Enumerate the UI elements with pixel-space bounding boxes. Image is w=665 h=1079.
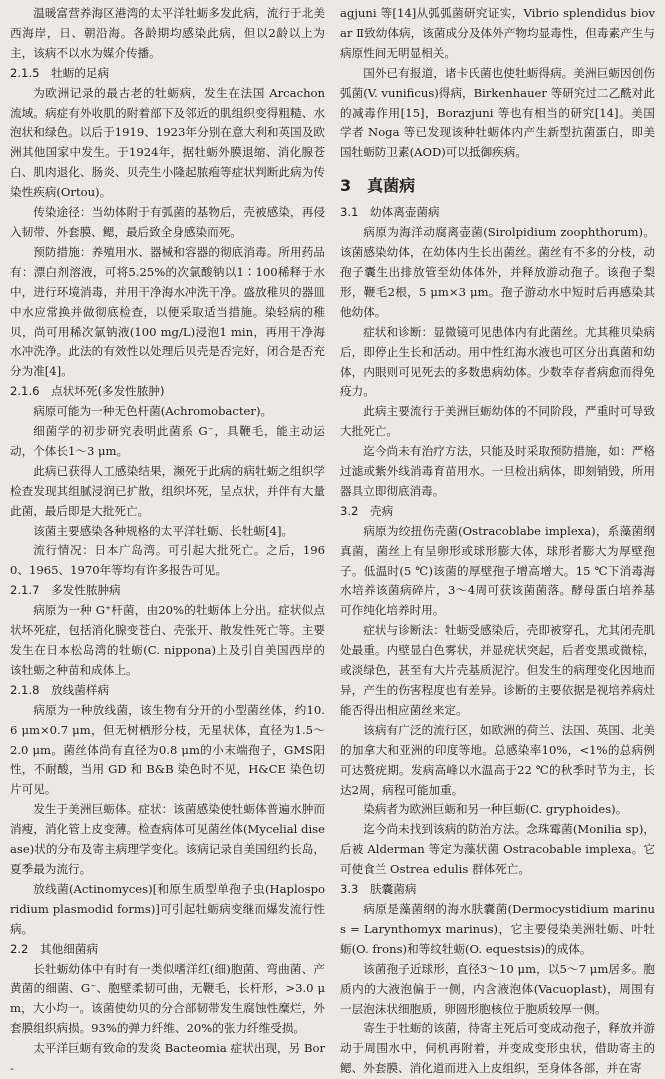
paragraph: 病原为一种放线菌，该生物有分开的小型菌丝体，约10.6 μm×0.7 μm，但无树栖形分枝，无星状体，直径为1.5～2.0 μm。菌丝体尚有直径为0.8 μm的小末端孢子，GMS阳性，不耐酸，当用 GD 和 B&B 染色时不见，H&CE 染色切片可见。 (10, 702, 325, 797)
paragraph: 国外已有报道，诸卡氏菌也使牡蛎得病。美洲巨蛎因创伤弧菌(V. vunificus)得病，Birkenhauer 等研究过二乙酰对此的减毒作用[15]，Borazjuni 等也有相当的研究[14]。美国学者 Noga 等已发现该种牡蛎体内产生新型抗菌蛋白，即美国牡蛎防卫素(AOD)可以抵御疾病。 (340, 65, 655, 160)
paragraph: agjuni 等[14]从弧弧菌研究证实，Vibrio splendidus biovar Ⅱ致幼体病，该菌成分及体外产物均显毒性，但毒素产生与病原性间无明显相关。 (340, 6, 655, 60)
paragraph: 病原可能为一种无色杆菌(Achromobacter)。 (33, 404, 273, 419)
chapter-heading-3: 3 真菌病 (340, 176, 416, 196)
paragraph: 症状与诊断法：牡蛎受感染后，壳即被穿孔，尤其闭壳肌处最重。内壁显白色雾状，并显疣状突起，后者变黑或微棕，或淡绿色，甚至有大片壳基质泥泞。但发生的病理变化因地而异，产生的伤害程度也有差异。诊断的主要依据是视培养病灶能否得出相应菌丝来定。 (340, 623, 655, 717)
paragraph: 病原为一种 G⁺杆菌，由20%的牡蛎体上分出。症状似点状坏死症，包括消化腺变苍白、壳张开、散发性死亡等。主要发生在日本松岛湾的牡蛎(C. nippona)上及引自美国西岸的该牡蛎之种苗和成体上。 (10, 603, 325, 677)
paragraph: 流行情况：日本广岛湾。可引起大批死亡。之后，1960、1965、1970年等均有许多报告可见。 (10, 543, 325, 578)
paragraph: 放线菌(Actinomyces)[和原生质型单孢子虫(Haplosporidium plasmodid forms)]可引起牡蛎病变继而爆发流行性病。 (10, 881, 325, 936)
paragraph: 迄今尚未有治疗方法，只能及时采取预防措施，如：严格过滤或紫外线消毒育苗用水。一旦检出病体，即刻销毁，所用器具立即彻底消毒。 (340, 444, 655, 498)
section-heading-3-1: 3.1 幼体离壶菌病 (340, 205, 440, 220)
paragraph: 染病者为欧洲巨蛎和另一种巨蛎(C. gryphoides)。 (363, 802, 628, 817)
paragraph: 此病主要流行于美洲巨蛎幼体的不同阶段，严重时可导致大批死亡。 (340, 404, 655, 439)
right-column (340, 4, 655, 1079)
paragraph: 病原为海洋动腐离壶菌(Sirolpidium zoophthorum)。该菌感染幼体，在幼体内生长出菌丝。菌丝有不多的分枝，动孢子囊生出排放管至幼体体外，并释放游动孢子。该孢子梨形，鞭毛2根，5 μm×3 μm。孢子游动水中短时后再感染其他幼体。 (340, 225, 655, 319)
paragraph: 发生于美洲巨蛎体。症状：该菌感染使牡蛎体普遍水肿而消瘦，消化管上皮变薄。检查病体可见菌丝体(Mycelial disease)状的分布及寄主病理学变化。该病记录自美国纽约长岛，夏季最为流行。 (10, 802, 325, 876)
paragraph: 太平洋巨蛎有致命的发炎 Bacteomia 症状出现，另 Bor- (10, 1041, 325, 1076)
section-heading-3-2: 3.2 壳病 (340, 503, 394, 518)
paragraph: 温暖富营养海区港湾的太平洋牡蛎多发此病，流行于北美西海岸，日、朝沿海。各龄期均感染此病，但以2龄以上为主，该病不以水为媒介传播。 (10, 6, 325, 60)
section-heading-2-1-5: 2.1.5 牡蛎的足病 (10, 65, 110, 80)
paragraph: 该菌主要感染各种规格的太平洋牡蛎、长牡蛎[4]。 (33, 523, 294, 538)
section-heading-2-2: 2.2 其他细菌病 (10, 941, 99, 956)
paragraph: 长牡蛎幼体中有时有一类似嗜洋红(细)胞菌、弯曲菌、产黄菌的细菌、G⁻、胞壁柔韧可曲，无鞭毛，长杆形，>3.0 μm，大小均一。该菌使幼贝的分合部韧带发生腐蚀性糜烂，外套膜组织病损。93%的弹力纤维、20%的张力纤维受损。 (10, 961, 325, 1036)
paragraph: 该菌孢子近球形，直径3～10 μm，以5～7 μm居多。胞质内的大液泡偏于一侧，内含液泡体(Vacuoplast)，周围有一层泡沫状细胞质，卵圆形胞核位于胞质较厚一侧。 (340, 961, 655, 1016)
paragraph: 细菌学的初步研究表明此菌系 G⁻，具鞭毛，能主动运动，个体长1～3 μm。 (10, 424, 325, 458)
section-heading-2-1-6: 2.1.6 点状坏死(多发性脓肿) (10, 384, 165, 399)
paragraph: 病原为绞扭伤壳菌(Ostracoblabe implexa)，系藻菌纲真菌，菌丝上有呈卵形或球形膨大体，球形者膨大为厚壁孢子。低温时(5 ℃)该菌的厚壁孢子增高增大。15 ℃下消毒海水培养该菌病碎片，3～4周可获该菌菌落。酵母蛋白培养基可作纯化培养时用。 (340, 523, 655, 618)
section-heading-2-1-8: 2.1.8 放线菌样病 (10, 682, 110, 697)
paragraph: 寄生于牡蛎的该菌，待寄主死后可变成动孢子，释放并游动于周围水中，伺机再附着，并变成变形虫状，借助寄主的鳃、外套膜、消化道而进入上皮组织，至身体各部，并在寄 (340, 1021, 655, 1076)
paragraph: 为欧洲记录的最古老的牡蛎病，发生在法国 Arcachon 流域。病症有外收肌的附着部下及邻近的肌组织变得粗糙、水泡状和绿色。以后于1919、1923年分别在意大利和英国及欧洲其他国家中发生。于1924年，据牡蛎外膜退缩、消化腺苍白、肌肉退化、肠炎、贝壳生小隆起脓疱等症状判断此病为传染性疾病(Ortou)。 (10, 85, 325, 200)
paragraph: 该病有广泛的流行区，如欧洲的荷兰、法国、英国、北美的加拿大和亚洲的印度等地。总感染率10%，<1%的总病例可达赘疣期。发病高峰以水温高于22 ℃的秋季时节为主，长达2周，病程可能加重。 (340, 722, 655, 797)
paragraph: 此病已获得人工感染结果，濒死于此病的病牡蛎之组织学检查发现其组腻浸润已扩散，组织坏死，呈点状，并伴有大量此菌，最后即是大批死亡。 (10, 463, 325, 518)
paragraph: 预防措施：养殖用水、器械和容器的彻底消毒。所用药品有：漂白剂溶液，可将5.25%的次氯酸钠以1∶100稀释于水中，进行环境消毒，并用干净海水冲洗干净。盛放稚贝的器皿中水应常换并做彻底检查，以便采取适当措施。染轻病的稚贝，尚可用稀次氯钠液(100 mg/L)浸泡1 min，再用干净海水冲洗净。此法的有效性以处理后贝壳是否完好，闭合是否充分为准[4]。 (10, 244, 325, 379)
section-heading-2-1-7: 2.1.7 多发性脓肿病 (10, 583, 121, 598)
paragraph: 症状和诊断：显微镜可见患体内有此菌丝。尤其稚贝染病后，即停止生长和活动。用中性红海水液也可区分出真菌和幼体，内眼则可见死去的多数患病幼体。少数幸存者病愈而得免疫力。 (340, 324, 655, 399)
section-heading-3-3: 3.3 肤囊菌病 (340, 882, 417, 897)
left-column (10, 4, 325, 1079)
paragraph: 传染途径：当幼体附于有弧菌的基物后，壳被感染，再侵入韧带、外套膜、鳃，最后致全身感染而死。 (10, 205, 325, 239)
paragraph: 迄今尚未找到该病的防治方法。念珠霉菌(Monilia sp)，后被 Alderman 等定为藻状菌 Ostracobable implexa。它可使食兰 Ostrea edulis 群体死亡。 (340, 822, 655, 877)
paragraph: 病原是藻菌纲的海水肤囊菌(Dermocystidium marinus = Larynthomyx marinus)，它主要侵染美洲牡蛎、叶牡蛎(O. frons)和等纹牡蛎(O. equestsis)的成体。 (340, 901, 655, 956)
